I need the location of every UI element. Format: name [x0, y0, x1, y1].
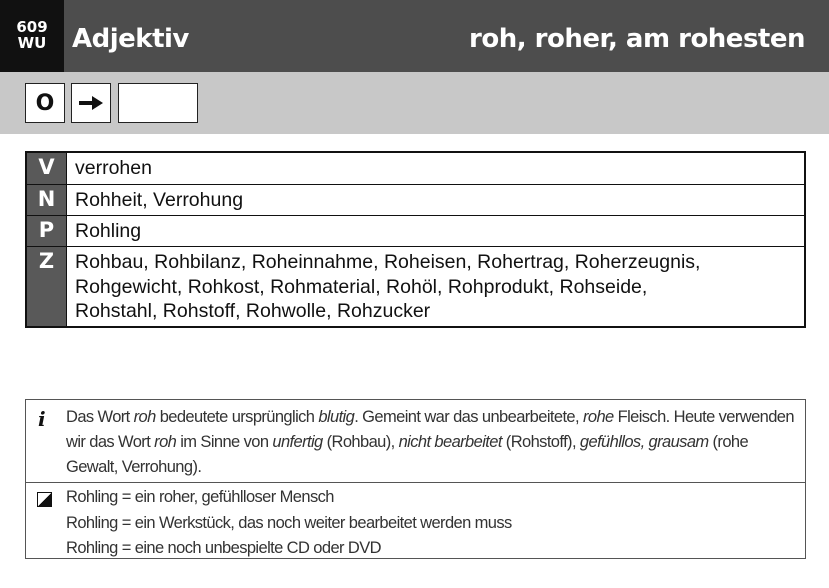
grammar-box-empty: [118, 83, 198, 123]
etymology-segment: (rohe Gewalt, Verrohung).: [66, 433, 749, 476]
etymology-segment: Fleisch. Heute verwenden wir das Wort: [66, 408, 794, 451]
comparison-forms: roh, roher, am rohesten: [469, 24, 805, 54]
row-text-verb: verrohen: [66, 153, 804, 184]
compounds-line: Rohstahl, Rohstoff, Rohwolle, Rohzucker: [75, 300, 431, 322]
etymology-segment: Das Wort: [66, 408, 134, 426]
etymology-section: [26, 400, 805, 483]
etymology-emphasis: rohe: [582, 408, 614, 426]
entry-number: 609: [16, 18, 48, 37]
row-letter-p: P: [27, 216, 66, 246]
meanings-list: [66, 485, 512, 562]
info-box: [25, 399, 806, 559]
info-icon: i: [38, 407, 46, 431]
etymology-text: [66, 405, 801, 480]
grammar-box-arrow: [71, 83, 111, 123]
half-filled-square-icon: [37, 492, 52, 507]
etymology-emphasis: nicht bearbeitet: [398, 433, 502, 451]
grammar-box-o-label: O: [35, 90, 55, 116]
row-text-compounds: [66, 247, 804, 326]
row-text-person: Rohling: [66, 216, 804, 246]
etymology-segment: bedeutete ursprünglich: [155, 408, 319, 426]
meaning-item: Rohling = ein Werkstück, das noch weiter bearbeitet werden muss: [66, 513, 512, 532]
word-family-row-person: [27, 215, 804, 246]
compounds-line: Rohgewicht, Rohkost, Rohmaterial, Rohöl, Rohprodukt, Rohseide,: [75, 275, 648, 298]
row-letter-n: N: [27, 185, 66, 215]
row-text-noun: Rohheit, Verrohung: [66, 185, 804, 215]
etymology-emphasis: gefühllos, grausam: [579, 433, 709, 451]
etymology-emphasis: roh: [133, 408, 156, 426]
word-family-row-verb: [27, 153, 804, 184]
word-family-row-compounds: [27, 246, 804, 326]
meaning-item: Rohling = ein roher, gefühlloser Mensch: [66, 488, 334, 506]
etymology-emphasis: blutig: [318, 408, 355, 426]
entry-number-box: [0, 0, 64, 72]
header-bar: [0, 0, 829, 72]
row-letter-z: Z: [27, 247, 66, 326]
entry-code: WU: [17, 34, 47, 52]
word-family-table: [25, 151, 806, 328]
meaning-item: Rohling = eine noch unbespielte CD oder DVD: [66, 539, 381, 557]
etymology-emphasis: roh: [154, 433, 177, 451]
word-family-row-noun: [27, 184, 804, 215]
compounds-line: Rohbau, Rohbilanz, Roheinnahme, Roheisen, Rohertrag, Roherzeugnis,: [75, 251, 701, 273]
etymology-segment: (Rohstoff),: [501, 433, 580, 451]
etymology-segment: (Rohbau),: [322, 433, 399, 451]
meanings-section: [26, 483, 805, 558]
grammar-box-o: [25, 83, 65, 123]
etymology-emphasis: unfertig: [272, 433, 323, 451]
row-letter-v: V: [27, 153, 66, 184]
etymology-segment: . Gemeint war das unbearbeitete,: [354, 408, 583, 426]
etymology-segment: im Sinne von: [176, 433, 273, 451]
arrow-right-icon: [79, 96, 103, 110]
word-class-title: Adjektiv: [72, 24, 189, 54]
